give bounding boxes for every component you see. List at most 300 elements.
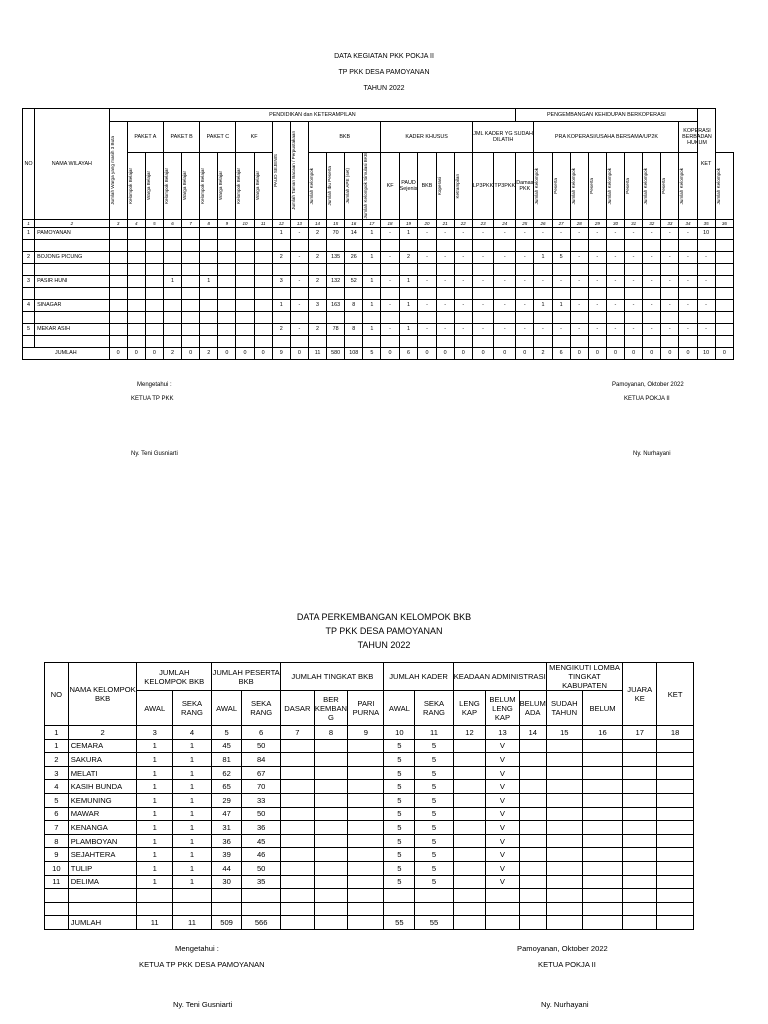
doc1-sign-left-2: KETUA TP PKK bbox=[131, 396, 174, 402]
column-number: 31 bbox=[625, 219, 643, 227]
table-cell: - bbox=[472, 299, 494, 311]
table-cell: 1 bbox=[534, 251, 552, 263]
empty-cell bbox=[679, 335, 697, 347]
table-cell: 135 bbox=[327, 251, 345, 263]
total-cell bbox=[582, 916, 622, 930]
table-cell: - bbox=[494, 227, 516, 239]
col2-lomba: MENGIKUTI LOMBA TINGKAT KABUPATEN bbox=[546, 663, 622, 691]
table-cell: 5 bbox=[415, 807, 453, 821]
total-cell: 0 bbox=[236, 347, 254, 359]
table-cell: - bbox=[697, 323, 715, 335]
row-nama: KENANGA bbox=[68, 821, 137, 835]
empty-cell bbox=[308, 263, 326, 275]
column-number: 20 bbox=[418, 219, 436, 227]
empty-cell bbox=[534, 263, 552, 275]
col2-nama: NAMA KELOMPOK BKB bbox=[68, 663, 137, 726]
col-warga-belajar-a: Warga Belajar bbox=[145, 171, 151, 201]
table-cell bbox=[453, 766, 486, 780]
empty-cell bbox=[715, 311, 733, 323]
total-cell: 0 bbox=[254, 347, 272, 359]
table-cell bbox=[546, 848, 582, 862]
empty-cell bbox=[218, 335, 236, 347]
table-cell bbox=[623, 807, 657, 821]
empty-cell bbox=[127, 263, 145, 275]
column-number: 8 bbox=[314, 726, 348, 740]
table-cell: - bbox=[606, 227, 624, 239]
column-number: 21 bbox=[436, 219, 454, 227]
empty-cell bbox=[35, 287, 110, 299]
table-cell: 5 bbox=[384, 875, 415, 889]
empty-cell bbox=[570, 263, 588, 275]
table-cell bbox=[519, 861, 546, 875]
table-cell: - bbox=[697, 251, 715, 263]
table-cell: 35 bbox=[242, 875, 281, 889]
empty-cell bbox=[384, 902, 415, 916]
table-cell: 52 bbox=[345, 275, 363, 287]
col-mandiri-kel: Jumlah Kelompok bbox=[643, 167, 649, 205]
empty-cell bbox=[625, 287, 643, 299]
table-cell: 5 bbox=[552, 251, 570, 263]
empty-cell bbox=[494, 311, 516, 323]
col-kel-belajar-a: Kelompok Belajar bbox=[127, 167, 133, 204]
row-nama: SEJAHTERA bbox=[68, 848, 137, 862]
table-cell: V bbox=[486, 834, 519, 848]
row-number: 4 bbox=[45, 780, 69, 794]
doc2-sign-left-2: KETUA TP PKK DESA PAMOYANAN bbox=[139, 960, 265, 969]
col-tp3pkk: TP3PKK bbox=[494, 153, 516, 220]
table-cell: - bbox=[552, 323, 570, 335]
table-cell: 1 bbox=[172, 807, 211, 821]
table-cell: V bbox=[486, 793, 519, 807]
table-cell: 1 bbox=[363, 275, 381, 287]
empty-cell bbox=[308, 239, 326, 251]
table-cell bbox=[519, 739, 546, 753]
table-cell: 1 bbox=[137, 834, 172, 848]
table-cell bbox=[145, 323, 163, 335]
doc1-table bbox=[22, 108, 734, 360]
col-koperasi: KOPERASI BERBADAN HUKUM bbox=[679, 122, 715, 153]
table-cell bbox=[519, 821, 546, 835]
empty-cell bbox=[625, 335, 643, 347]
total-cell: 0 bbox=[418, 347, 436, 359]
table-row bbox=[45, 821, 694, 835]
table-cell: 132 bbox=[327, 275, 345, 287]
table-cell: - bbox=[570, 299, 588, 311]
total-cell: 0 bbox=[381, 347, 399, 359]
empty-cell bbox=[519, 889, 546, 903]
table-cell: - bbox=[290, 275, 308, 287]
col2-jml-kel: JUMLAH KELOMPOK BKB bbox=[137, 663, 212, 691]
empty-cell bbox=[418, 287, 436, 299]
table-cell bbox=[715, 275, 733, 287]
table-cell: - bbox=[418, 299, 436, 311]
table-cell: 1 bbox=[363, 299, 381, 311]
table-cell: - bbox=[381, 275, 399, 287]
table-row bbox=[45, 793, 694, 807]
empty-cell bbox=[182, 311, 200, 323]
table-cell bbox=[281, 753, 314, 767]
total-cell: 566 bbox=[242, 916, 281, 930]
table-cell bbox=[254, 323, 272, 335]
total-cell: 0 bbox=[588, 347, 606, 359]
empty-cell bbox=[272, 335, 290, 347]
table-cell bbox=[314, 875, 348, 889]
col-taman: Jumlah Taman Bacaan / Perpustakaan bbox=[290, 130, 296, 210]
col-paud: PAUD SEJENIS bbox=[272, 153, 278, 187]
table-cell bbox=[127, 251, 145, 263]
table-cell bbox=[281, 807, 314, 821]
total-cell: 108 bbox=[345, 347, 363, 359]
table-cell bbox=[623, 848, 657, 862]
empty-cell bbox=[345, 263, 363, 275]
col2-peserta-sekarang: SEKA RANG bbox=[242, 691, 281, 726]
empty-cell bbox=[35, 311, 110, 323]
total-cell: 5 bbox=[363, 347, 381, 359]
table-cell: - bbox=[588, 251, 606, 263]
table-cell: 81 bbox=[212, 753, 242, 767]
column-number: 6 bbox=[163, 219, 181, 227]
col-no: NO bbox=[23, 109, 35, 220]
table-cell: 1 bbox=[137, 793, 172, 807]
empty-cell bbox=[454, 287, 472, 299]
col2-berkembang: BER KEMBAN G bbox=[314, 691, 348, 726]
empty-cell bbox=[345, 239, 363, 251]
table-cell: - bbox=[436, 299, 454, 311]
col-madya-peserta: Peserta bbox=[588, 177, 594, 194]
table-cell: 1 bbox=[137, 780, 172, 794]
table-cell bbox=[182, 299, 200, 311]
col2-ket: KET bbox=[657, 663, 694, 726]
empty-cell bbox=[218, 287, 236, 299]
table-cell: 5 bbox=[415, 848, 453, 862]
column-number: 16 bbox=[345, 219, 363, 227]
table-cell bbox=[657, 739, 694, 753]
table-cell: - bbox=[679, 275, 697, 287]
empty-cell bbox=[172, 902, 211, 916]
doc2-column-numbers bbox=[45, 726, 694, 740]
empty-cell bbox=[399, 287, 418, 299]
empty-cell bbox=[218, 239, 236, 251]
table-cell bbox=[281, 848, 314, 862]
col-koperasi-peserta: Jumlah Kelompok bbox=[715, 167, 721, 205]
table-cell bbox=[623, 739, 657, 753]
col2-kader-awal: AWAL bbox=[384, 691, 415, 726]
table-cell bbox=[519, 753, 546, 767]
empty-cell bbox=[212, 902, 242, 916]
col-kader-khusus: KADER KHUSUS bbox=[381, 122, 472, 153]
table-cell bbox=[200, 227, 218, 239]
table-cell bbox=[109, 299, 127, 311]
table-cell: 26 bbox=[345, 251, 363, 263]
table-cell: 31 bbox=[212, 821, 242, 835]
empty-cell bbox=[272, 263, 290, 275]
table-cell: - bbox=[625, 251, 643, 263]
empty-cell bbox=[308, 311, 326, 323]
empty-cell bbox=[145, 311, 163, 323]
doc2-sign-left-name: Ny. Teni Gusniarti bbox=[173, 1000, 233, 1009]
table-cell: 1 bbox=[399, 299, 418, 311]
table-cell bbox=[182, 251, 200, 263]
table-cell: - bbox=[534, 275, 552, 287]
empty-cell bbox=[327, 287, 345, 299]
table-cell bbox=[145, 227, 163, 239]
col2-belum-lengkap: BELUM LENG KAP bbox=[486, 691, 519, 726]
total-cell: 0 bbox=[715, 347, 733, 359]
empty-cell bbox=[715, 335, 733, 347]
table-cell: 8 bbox=[345, 299, 363, 311]
row-number: 3 bbox=[45, 766, 69, 780]
table-cell: 1 bbox=[172, 766, 211, 780]
column-number: 35 bbox=[697, 219, 715, 227]
table-cell bbox=[582, 766, 622, 780]
column-number: 11 bbox=[415, 726, 453, 740]
table-cell: V bbox=[486, 821, 519, 835]
row-nama: TULIP bbox=[68, 861, 137, 875]
row-number: 3 bbox=[23, 275, 35, 287]
empty-cell bbox=[625, 311, 643, 323]
table-cell bbox=[218, 227, 236, 239]
row-nama: KEMUNING bbox=[68, 793, 137, 807]
table-cell bbox=[519, 834, 546, 848]
table-row bbox=[23, 251, 734, 263]
table-cell: - bbox=[494, 323, 516, 335]
table-cell: - bbox=[290, 251, 308, 263]
empty-cell bbox=[200, 335, 218, 347]
empty-cell bbox=[453, 889, 486, 903]
empty-cell bbox=[399, 335, 418, 347]
col-warga-belajar-b: Warga Belajar bbox=[182, 171, 188, 201]
column-number: 30 bbox=[606, 219, 624, 227]
empty-cell bbox=[137, 889, 172, 903]
empty-cell bbox=[254, 263, 272, 275]
empty-cell bbox=[381, 311, 399, 323]
empty-cell bbox=[35, 263, 110, 275]
col-tutor-bkb: BKB bbox=[418, 153, 436, 220]
table-cell: 84 bbox=[242, 753, 281, 767]
col-warga-belajar-kf: Warga Belajar bbox=[254, 171, 260, 201]
col2-tingkat: JUMLAH TINGKAT BKB bbox=[281, 663, 384, 691]
empty-cell bbox=[363, 239, 381, 251]
empty-cell bbox=[697, 239, 715, 251]
empty-cell bbox=[290, 335, 308, 347]
empty-cell bbox=[109, 287, 127, 299]
table-cell: 1 bbox=[137, 848, 172, 862]
empty-cell bbox=[182, 287, 200, 299]
row-nama: MELATI bbox=[68, 766, 137, 780]
table-cell bbox=[623, 793, 657, 807]
empty-cell bbox=[546, 889, 582, 903]
empty-cell bbox=[182, 263, 200, 275]
table-cell: 70 bbox=[327, 227, 345, 239]
col2-paripurna: PARI PURNA bbox=[348, 691, 384, 726]
table-cell: 1 bbox=[137, 766, 172, 780]
col2-kel-awal: AWAL bbox=[137, 691, 172, 726]
table-cell bbox=[109, 251, 127, 263]
table-cell bbox=[109, 323, 127, 335]
table-cell bbox=[182, 323, 200, 335]
table-cell: 70 bbox=[242, 780, 281, 794]
total-cell: 0 bbox=[643, 347, 661, 359]
row-nama: PLAMBOYAN bbox=[68, 834, 137, 848]
col-paket-b: PAKET B bbox=[163, 122, 199, 153]
column-number: 9 bbox=[218, 219, 236, 227]
table-cell: - bbox=[606, 299, 624, 311]
total-cell: 0 bbox=[679, 347, 697, 359]
column-number: 4 bbox=[172, 726, 211, 740]
col2-peserta-awal: AWAL bbox=[212, 691, 242, 726]
empty-cell bbox=[236, 239, 254, 251]
table-cell bbox=[623, 834, 657, 848]
empty-cell bbox=[242, 889, 281, 903]
empty-cell bbox=[661, 239, 679, 251]
table-cell: - bbox=[381, 299, 399, 311]
table-cell bbox=[281, 861, 314, 875]
total-cell: 2 bbox=[200, 347, 218, 359]
table-cell bbox=[453, 753, 486, 767]
doc1-title-line-2: TP PKK DESA PAMOYANAN bbox=[338, 69, 430, 76]
empty-cell bbox=[45, 902, 69, 916]
table-cell bbox=[109, 275, 127, 287]
empty-cell bbox=[570, 311, 588, 323]
table-cell: 50 bbox=[242, 861, 281, 875]
empty-cell bbox=[552, 335, 570, 347]
table-cell bbox=[314, 780, 348, 794]
empty-cell bbox=[657, 902, 694, 916]
empty-cell bbox=[679, 311, 697, 323]
table-cell: - bbox=[606, 251, 624, 263]
table-cell: 5 bbox=[384, 861, 415, 875]
table-cell bbox=[582, 739, 622, 753]
total-row bbox=[45, 916, 694, 930]
empty-cell bbox=[272, 239, 290, 251]
empty-cell bbox=[454, 239, 472, 251]
column-number: 8 bbox=[200, 219, 218, 227]
table-cell: 1 bbox=[172, 834, 211, 848]
empty-cell bbox=[236, 287, 254, 299]
column-number: 23 bbox=[472, 219, 494, 227]
table-cell: 45 bbox=[212, 739, 242, 753]
table-cell: - bbox=[588, 275, 606, 287]
table-cell bbox=[314, 739, 348, 753]
table-cell: - bbox=[661, 275, 679, 287]
column-number: 1 bbox=[23, 219, 35, 227]
table-cell bbox=[348, 875, 384, 889]
column-number: 36 bbox=[715, 219, 733, 227]
col2-belum-ada: BELUM ADA bbox=[519, 691, 546, 726]
doc2-title-line-2: TP PKK DESA PAMOYANAN bbox=[325, 626, 443, 636]
col2-kel-sekarang: SEKA RANG bbox=[172, 691, 211, 726]
doc2-sign-right-2: KETUA POKJA II bbox=[538, 960, 596, 969]
empty-cell bbox=[552, 239, 570, 251]
col-bkb-simulasi: Jumlah Kelompok Simulasi BKB bbox=[363, 153, 369, 219]
empty-cell bbox=[290, 311, 308, 323]
table-cell bbox=[657, 848, 694, 862]
table-cell bbox=[348, 821, 384, 835]
empty-cell bbox=[472, 239, 494, 251]
empty-cell bbox=[327, 335, 345, 347]
total-cell: 0 bbox=[182, 347, 200, 359]
empty-cell bbox=[472, 287, 494, 299]
empty-cell bbox=[697, 263, 715, 275]
doc2-title-line-1: DATA PERKEMBANGAN KELOMPOK BKB bbox=[296, 612, 472, 622]
empty-cell bbox=[534, 239, 552, 251]
total-cell: 0 bbox=[661, 347, 679, 359]
table-cell: V bbox=[486, 780, 519, 794]
empty-cell bbox=[242, 902, 281, 916]
empty-cell bbox=[606, 239, 624, 251]
row-number: 2 bbox=[23, 251, 35, 263]
empty-cell bbox=[290, 287, 308, 299]
col-jml-warga: Jumlah Warga yang masih 3 Buta bbox=[109, 135, 115, 205]
table-cell bbox=[218, 299, 236, 311]
doc1-sign-right-1: Pamoyanan, Oktober 2022 bbox=[612, 382, 684, 388]
table-cell: - bbox=[606, 323, 624, 335]
table-cell bbox=[546, 821, 582, 835]
empty-cell bbox=[516, 239, 534, 251]
empty-cell bbox=[163, 239, 181, 251]
total-cell: 11 bbox=[172, 916, 211, 930]
empty-cell bbox=[348, 902, 384, 916]
empty-cell bbox=[679, 239, 697, 251]
empty-cell bbox=[454, 335, 472, 347]
table-cell bbox=[582, 807, 622, 821]
table-cell: 5 bbox=[415, 834, 453, 848]
empty-cell bbox=[697, 311, 715, 323]
empty-cell bbox=[546, 902, 582, 916]
col-pra-koperasi: PRA KOPERASI/USAHA BERSAMA/UP2K bbox=[534, 122, 679, 153]
empty-cell bbox=[582, 889, 622, 903]
empty-cell bbox=[200, 287, 218, 299]
empty-cell bbox=[68, 889, 137, 903]
empty-cell bbox=[68, 902, 137, 916]
empty-cell bbox=[363, 263, 381, 275]
total-cell: 0 bbox=[218, 347, 236, 359]
column-number: 1 bbox=[45, 726, 69, 740]
table-cell: 2 bbox=[308, 251, 326, 263]
table-cell bbox=[453, 807, 486, 821]
column-number: 22 bbox=[454, 219, 472, 227]
table-cell bbox=[348, 793, 384, 807]
table-cell: V bbox=[486, 848, 519, 862]
column-number: 12 bbox=[453, 726, 486, 740]
total-row bbox=[23, 347, 734, 359]
empty-cell bbox=[254, 311, 272, 323]
table-cell bbox=[519, 875, 546, 889]
empty-cell bbox=[163, 287, 181, 299]
doc2-sign-left-1: Mengetahui : bbox=[175, 944, 219, 953]
table-cell bbox=[519, 807, 546, 821]
column-number: 27 bbox=[552, 219, 570, 227]
row-nama: SAKURA bbox=[68, 753, 137, 767]
table-cell: - bbox=[454, 275, 472, 287]
table-cell bbox=[314, 861, 348, 875]
table-cell: 2 bbox=[272, 323, 290, 335]
table-cell: 50 bbox=[242, 807, 281, 821]
table-cell bbox=[281, 834, 314, 848]
empty-cell bbox=[570, 287, 588, 299]
empty-cell bbox=[281, 889, 314, 903]
table-cell: V bbox=[486, 807, 519, 821]
table-cell bbox=[182, 275, 200, 287]
total-label: JUMLAH bbox=[68, 916, 137, 930]
col-pemula-peserta: Peserta bbox=[552, 177, 558, 194]
table-cell: 30 bbox=[212, 875, 242, 889]
table-cell bbox=[546, 780, 582, 794]
table-cell: - bbox=[679, 323, 697, 335]
table-cell: 78 bbox=[327, 323, 345, 335]
col-kel-belajar-kf: Kelompok Belajar bbox=[236, 167, 242, 204]
column-number: 34 bbox=[679, 219, 697, 227]
